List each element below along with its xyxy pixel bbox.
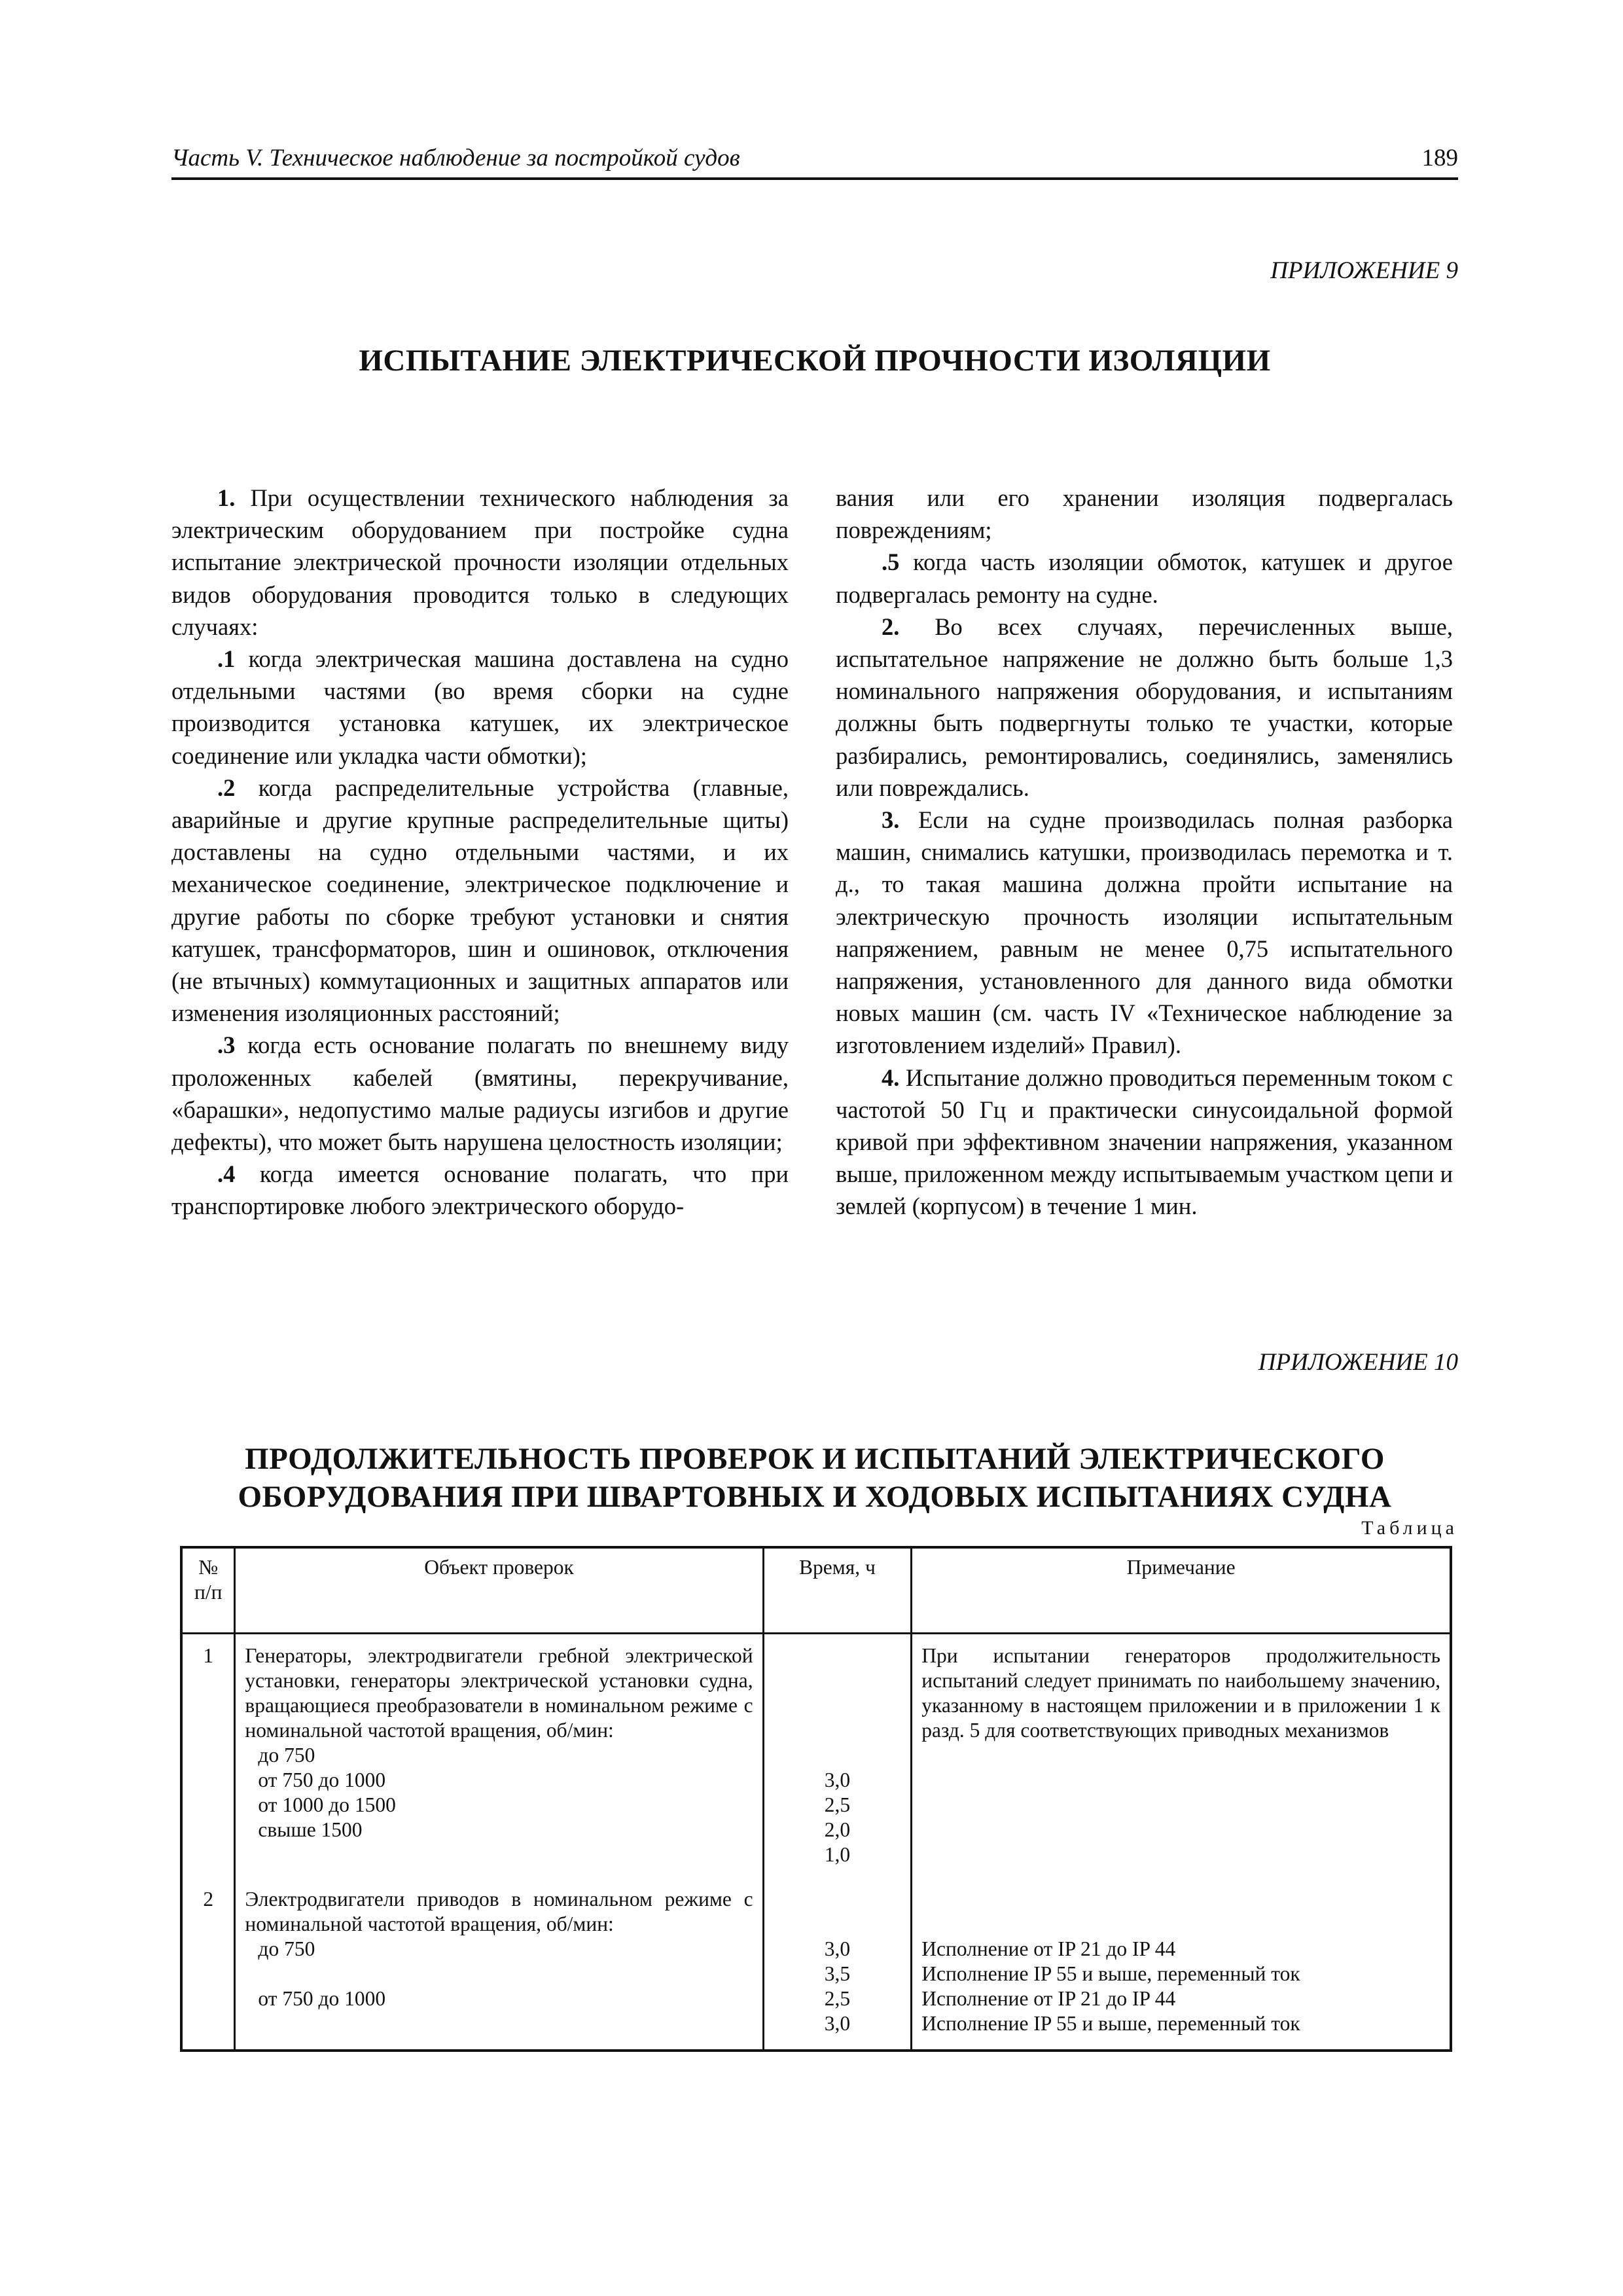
row-2-note: Исполнение от IP 21 до IP 44 Исполнение IP 55 и выше, переменный ток Исполнение от IP 21 до IP 44 Исполнение IP 55 и выше, переменный ток — [912, 1867, 1451, 2051]
row-1-note: При испытании генераторов продолжительность испытаний следует принимать по наибольшему значению, указанному в настоящем приложении и в приложении 1 к разд. 5 для соответствующих приводных механизмов — [912, 1634, 1451, 1868]
header-object: Объект проверок — [235, 1547, 763, 1634]
row-2-num: 2 — [181, 1867, 235, 2051]
item-5: .5 когда часть изоляции обмоток, катушек и другое подвергалась ремонту на судне. — [836, 548, 1453, 608]
appendix-10-title-line-1: ПРОДОЛЖИТЕЛЬНОСТЬ ПРОВЕРОК И ИСПЫТАНИЙ ЭЛЕКТРИЧЕСКОГО — [245, 1442, 1385, 1476]
paragraph-4: 4. Испытание должно проводиться переменным током с частотой 50 Гц и практически синусоидальной формой кривой при эффективном значении напряжения, указанном выше, приложенном между испытываемым участком цепи и землей (корпусом) в течение 1 мин. — [836, 1064, 1453, 1220]
row-1-time: 3,0 2,5 2,0 1,0 — [763, 1634, 912, 1868]
text-column-right — [836, 482, 1453, 1223]
appendix-10-label: ПРИЛОЖЕНИЕ 10 — [1258, 1349, 1458, 1376]
appendix-10-title-line-2: ОБОРУДОВАНИЯ ПРИ ШВАРТОВНЫХ И ХОДОВЫХ ИСПЫТАНИЯХ СУДНА — [238, 1480, 1392, 1514]
paragraph-1: 1. При осуществлении технического наблюдения за электрическим оборудованием при постройке судна испытание электрической прочности изоляции отдельных видов оборудования проводится только в следующих случаях: — [171, 484, 789, 640]
item-2: .2 когда распределительные устройства (главные, аварийные и другие крупные распределительные щиты) доставлены на судно отдельными частями, и их механическое соединение, электрическое подключение и другие работы по сборке требуют установки и снятия катушек, трансформаторов, шин и ошиновок, отключения (не втычных) коммутационных и защитных аппаратов или изменения изоляционных расстояний; — [171, 774, 789, 1027]
running-header — [171, 141, 1458, 180]
appendix-9-label: ПРИЛОЖЕНИЕ 9 — [1270, 257, 1458, 284]
row-2-object: Электродвигатели приводов в номинальном режиме с номинальной частотой вращения, об/мин: до 750 от 750 до 1000 — [235, 1867, 763, 2051]
item-3: .3 когда есть основание полагать по внешнему виду проложенных кабелей (вмятины, перекручивание, «барашки», недопустимо малые радиусы изгибов и другие дефекты), что может быть нарушена целостность изоляции; — [171, 1031, 789, 1156]
item-1: .1 когда электрическая машина доставлена на судно отдельными частями (во время сборки на судне производится установка катушек, их электрическое соединение или укладка части обмотки); — [171, 645, 789, 769]
table-row — [181, 1634, 1451, 1868]
row-1-num: 1 — [181, 1634, 235, 1868]
text-column-left — [171, 482, 789, 1223]
paragraph-2: 2. Во всех случаях, перечисленных выше, испытательное напряжение не должно быть больше 1,3 номинального напряжения оборудования, и испытаниям должны быть подвергнуты только те участки, которые разбирались, ремонтировались, соединялись, заменялись или повреждались. — [836, 613, 1453, 801]
table-caption: Таблица — [1361, 1517, 1458, 1539]
table-header-row — [181, 1547, 1451, 1634]
appendix-9-title: ИСПЫТАНИЕ ЭЛЕКТРИЧЕСКОЙ ПРОЧНОСТИ ИЗОЛЯЦИИ — [359, 344, 1271, 378]
item-4: .4 когда имеется основание полагать, что при транспортировке любого электрического оборудо- — [171, 1160, 789, 1220]
table-row — [181, 1867, 1451, 2051]
paragraph-3: 3. Если на судне производилась полная разборка машин, снимались катушки, производилась перемотка и т. д., то такая машина должна пройти испытание на электрическую прочность изоляции испытательным напряжением, равным не менее 0,75 испытательного напряжения, установленного для данного вида обмотки новых машин (см. часть IV «Техническое наблюдение за изготовлением изделий» Правил). — [836, 806, 1453, 1059]
row-2-time: 3,0 3,5 2,5 3,0 — [763, 1867, 912, 2051]
header-time: Время, ч — [763, 1547, 912, 1634]
header-note: Примечание — [912, 1547, 1451, 1634]
appendix-10-title — [171, 1440, 1458, 1516]
running-title: Часть V. Техническое наблюдение за постройкой судов — [171, 145, 740, 171]
header-num: № п/п — [181, 1547, 235, 1634]
duration-table — [180, 1546, 1452, 2052]
page-number: 189 — [1421, 145, 1458, 171]
row-1-object: Генераторы, электродвигатели гребной электрической установки, генераторы электрической установки судна, вращающиеся преобразователи в номинальном режиме с номинальной частотой вращения, об/мин: до 750 от 750 до 1000 от 1000 до 1500 свыше 1500 — [235, 1634, 763, 1868]
item-4-continuation: вания или его хранении изоляция подвергалась повреждениям; — [836, 484, 1453, 544]
